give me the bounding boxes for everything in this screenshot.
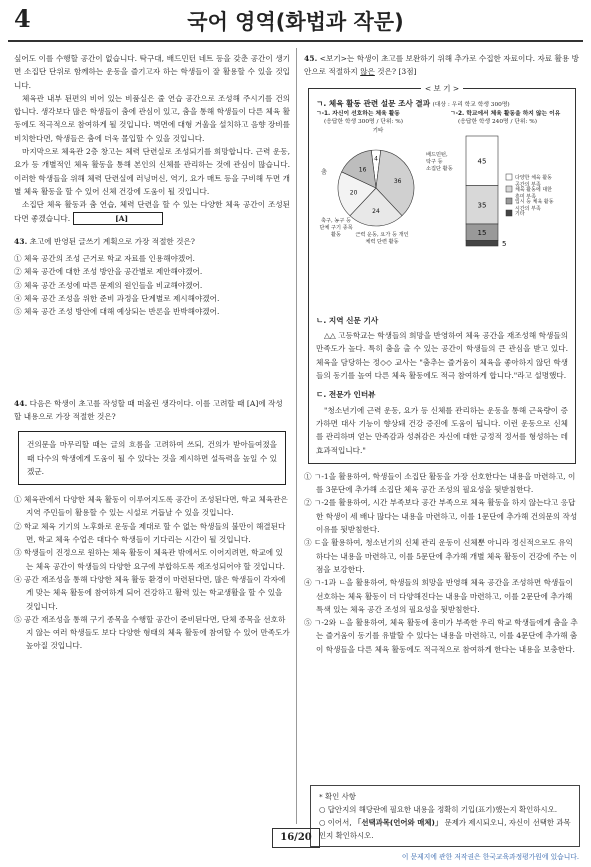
choice-item[interactable]: ⑤ ㄱ-2와 ㄴ을 활용하여, 체육 활동에 흥미가 부족한 우리 학교 학생들에게 춤을 추는 즐거움이 동기를 유발할 수 있다는 내용을 마련하고, 이를 4문단에 추가해 춤이 학생들을 다른 체육 활동에도 적극적으로 참여하게 한다는 내용을 보충한다. xyxy=(304,618,578,654)
choice-item[interactable]: ② ㄱ-2를 활용하여, 시간 부족보다 공간 부족으로 체육 활동을 하지 않는다고 응답한 학생이 세 배나 많다는 내용을 마련하고, 이를 1문단에 추가해 건의문의 작성 이유를 뒷받침한다. xyxy=(304,498,578,535)
chart1-sub: (응답한 학생 300명 / 단위: %) xyxy=(324,118,404,125)
pie-value-label: 36 xyxy=(393,177,402,185)
question-number: 43. xyxy=(14,236,28,246)
choice-item[interactable]: ③ 체육 공간 조성에 따른 문제의 원인들을 비교해야겠어. xyxy=(14,280,203,290)
legend-swatch xyxy=(506,198,512,204)
choice-item[interactable]: ⑤ 공간 재조성을 통해 구기 종목을 수행할 공간이 준비된다면, 단체 종목을 선호하지 않는 여러 학생들도 보다 다양한 형태의 체육 활동에 참여할 수 있어 만족도가 높아질 것입니다. xyxy=(14,614,290,651)
copyright-notice: 이 문제지에 관한 저작권은 한국교육과정평가원에 있습니다. xyxy=(401,853,579,861)
bar-value-label: 15 xyxy=(477,228,487,237)
pie-value-label: 20 xyxy=(349,189,358,197)
pie-value-label: 24 xyxy=(372,207,380,215)
blank-a-box: [A] xyxy=(73,212,163,225)
choice-item[interactable]: ① ㄱ-1을 활용하여, 학생들이 소집단 활동을 가장 선호한다는 내용을 마련하고, 이를 3문단에 추가해 소집단 체육 공간 조성의 필요성을 뒷받침한다. xyxy=(304,471,576,495)
right-column xyxy=(304,52,580,656)
check-bold: 「선택과목(언어와 매체)」 xyxy=(353,818,443,827)
thought-box: 건의문을 마무리할 때는 글의 흐름을 고려하여 쓰되, 건의가 받아들여졌을 때 다수의 학생에게 도움이 될 수 있다는 것을 제시하면 설득력을 높일 수 있겠군. xyxy=(18,431,286,485)
choice-item[interactable]: ④ 공간 재조성을 통해 다양한 체육 활동 환경이 마련된다면, 많은 학생들이 각자에게 맞는 체육 활동에 참여하게 되어 건강하고 활력 있는 학교생활을 할 수 있을 것입니다. xyxy=(14,574,286,611)
interview-title: ㄷ. 전문가 인터뷰 xyxy=(316,390,376,400)
check-item: ○ 답안지의 해당란에 필요한 내용을 정확히 기입(표기)했는지 확인하시오. xyxy=(319,805,558,814)
legend-label: 입시 등 체육 활동 시간의 부족 xyxy=(515,198,554,212)
survey-title: ㄱ. 체육 활동 관련 설문 조사 결과 xyxy=(316,98,431,108)
chart2-sub: (응답한 학생 240명 / 단위: %) xyxy=(458,118,538,125)
question-43 xyxy=(14,235,290,248)
news-title: ㄴ. 지역 신문 기사 xyxy=(316,315,379,325)
page-number: 4 xyxy=(14,4,31,33)
choices-45 xyxy=(304,470,580,656)
question-stem: 초고에 반영된 글쓰기 계획으로 가장 적절한 것은? xyxy=(29,236,195,246)
draft-paragraph: 싶어도 이를 수행할 공간이 없습니다. 탁구대, 배드민턴 네트 등을 갖춘 공간이 생기면 소집단 단위로 함께하는 운동을 즐기고자 하는 학생들이 잘 활용할 수 있을 것입니다. xyxy=(14,54,290,90)
choices-43 xyxy=(14,252,290,318)
chart2-title: ㄱ-2. 학교에서 체육 활동을 하지 않는 이유 xyxy=(450,110,561,117)
survey-charts-svg xyxy=(316,126,578,308)
check-box xyxy=(310,785,580,847)
legend-swatch xyxy=(506,174,512,180)
choice-item[interactable]: ① 체육관에서 다양한 체육 활동이 이루어지도록 공간이 조성된다면, 학교 체육관은 지역 주민들이 활용할 수 있는 시설로 거듭날 수 있을 것입니다. xyxy=(14,495,288,518)
pie-value-label: 16 xyxy=(358,166,367,174)
pie-category-label: 배드민턴, 탁구 등 소집단 활동 xyxy=(426,151,453,172)
survey-heading xyxy=(316,97,568,110)
bar-value-label: 35 xyxy=(477,201,487,210)
subject-title: 국어 영역(화법과 작문) xyxy=(187,10,404,34)
underlined-word: 않은 xyxy=(360,67,375,77)
pie-value-label: 4 xyxy=(374,155,378,163)
check-text: ○ 이어서, xyxy=(319,818,354,827)
pie-category-label: 기타 xyxy=(372,127,384,134)
choices-44 xyxy=(14,493,290,653)
news-body: △△ 고등학교는 학생들의 희망을 반영하여 체육 공간을 재조성해 학생들의 만족도가 높다. 특히 춤을 출 수 있는 공간이 학생들의 큰 관심을 받고 있다. 체육을 담당하는 정◇◇ 교사는 "춤추는 즐거움이 체육을 좋아하지 않던 학생들의 동기를 높여 다른 체육 활동에도 적극 참여하게 합니다."라고 설명했다. xyxy=(316,331,568,381)
question-44 xyxy=(14,397,290,424)
check-title: * 확인 사항 xyxy=(319,792,356,801)
draft-paragraph: 체육관 내부 된편의 비어 있는 비품실은 줄 연습 공간으로 조성해 주시기를 건의합니다. 생각보다 많은 학생들이 춤에 관심이 있고, 춤을 통해 학생들이 다른 체육 활동에도 적극적으로 참여하게 될 것입니다. 벽면에 대형 거울을 설치하고 음향 장비를 비치한다면, 학생들은 춤에 더욱 몰입할 수 있을 것입니다. xyxy=(14,93,290,143)
bogi-box xyxy=(308,83,576,464)
bogi-label: < 보 기 > xyxy=(421,84,463,93)
bar-value-label: 5 xyxy=(502,239,507,248)
choice-item[interactable]: ③ ㄷ을 활용하여, 청소년기의 신체 관리 운동이 신체뿐 아니라 정신적으로도 유익하다는 내용을 마련하고, 이를 5문단에 추가해 개별 체육 활동이 건강에 주는 이점을 보강한다. xyxy=(304,538,578,574)
header-rule xyxy=(8,40,583,42)
question-stem: 다음은 학생이 초고를 작성할 때 떠올린 생각이다. 이를 고려할 때 [A]에 작성할 내용으로 가장 적절한 것은? xyxy=(14,398,283,421)
choice-item[interactable]: ⑤ 체육 공간 조성 방안에 대해 예상되는 반론을 반박해야겠어. xyxy=(14,307,220,317)
question-number: 44. xyxy=(14,398,28,408)
left-column xyxy=(14,52,290,653)
choice-item[interactable]: ② 체육 공간에 대한 조성 방안을 공간별로 제안해야겠어. xyxy=(14,267,203,277)
legend-swatch xyxy=(506,186,512,192)
bar-value-label: 45 xyxy=(477,157,487,166)
draft-paragraph-text: 소집단 체육 활동과 춤 연습, 체력 단련을 할 수 있는 다양한 체육 공간이 조성된다면 좋겠습니다. xyxy=(14,200,290,223)
legend-label: 체육 활동에 대한 흥미 부족 xyxy=(515,186,552,200)
pie-category-label: 근력 운동, 요가 등 개인 체력 단련 활동 xyxy=(355,231,409,245)
choice-item[interactable]: ④ ㄱ-1과 ㄴ을 활용하여, 학생들의 희망을 반영해 체육 공간을 조성하면 학생들이 선호하는 체육 활동이 더 다양해진다는 내용을 마련하고, 이를 2문단에 추가해 특색 있는 체육 공간 조성의 필요성을 뒷받침한다. xyxy=(304,578,573,614)
pie-category-label: 축구, 농구 등 단체 구기 종목 활동 xyxy=(319,217,353,238)
charts-area xyxy=(316,110,568,310)
chart1-title: ㄱ-1. 자신이 선호하는 체육 활동 xyxy=(316,110,400,117)
choice-item[interactable]: ② 학교 체육 기기의 노후화로 운동을 제대로 할 수 없는 학생들의 불만이 해결된다면, 학교 체육 수업은 대다수 학생들이 기다리는 시간이 될 것입니다. xyxy=(14,521,286,545)
bar-segment xyxy=(466,240,498,246)
draft-paragraph-last xyxy=(14,198,290,225)
legend-label: 다양한 체육 활동 공간의 부족 xyxy=(515,174,552,188)
question-stem: <보기>는 학생이 초고를 보완하기 위해 추가로 수집한 자료이다. 자료 활용 방안으로 적절하지 xyxy=(304,54,579,77)
question-stem-end: 것은? [3점] xyxy=(374,67,417,77)
question-45 xyxy=(304,52,580,79)
pie-category-label: 춤 xyxy=(321,168,327,176)
check-item xyxy=(319,816,571,842)
survey-target: (대상 : 우리 학교 학생 300명) xyxy=(432,101,510,108)
column-divider xyxy=(296,48,297,824)
choice-item[interactable]: ④ 체육 공간 조성을 위한 준비 과정을 단계별로 제시해야겠어. xyxy=(14,294,220,304)
question-number: 45. xyxy=(304,54,318,63)
interview-body: "청소년기에 근력 운동, 요가 등 신체를 관리하는 운동을 통해 근육량이 증가하면 대사 기능이 향상돼 건강 증진에 도움이 됩니다. 이런 운동으로 신체를 관리하며 얻는 만족감과 성취감은 자신에 대한 긍정적 정서를 형성하는 데 효과적입니다." xyxy=(316,405,568,455)
draft-paragraph: 마지막으로 체육관 2층 창고는 체력 단련실로 조성되기를 희망합니다. 근력 운동, 요가 등 개별적인 체육 활동을 통해 본인의 신체를 관리하는 것에 관심이 많습니다. 이러한 학생들을 위해 체력 단련실에 러닝머신, 역기, 요가 매트 등을 구비해 두면 개별 체육 활동을 할 수 있어 신체 건강에 도움이 될 것입니다. xyxy=(14,147,290,196)
choice-item[interactable]: ③ 학생들이 진정으로 원하는 체육 활동이 체육관 밖에서도 이어지려면, 학교에 있는 체육 공간이 학생들의 다양한 요구에 부합하도록 재조성되어야 할 것입니다. xyxy=(14,548,285,571)
legend-swatch xyxy=(506,210,512,216)
choice-item[interactable]: ① 체육 공간의 조성 근거로 학교 자료를 인용해야겠어. xyxy=(14,254,195,264)
legend-label: 기타 xyxy=(515,210,525,217)
page-count: 16/20 xyxy=(272,828,320,848)
check-text: 문제가 제시되오니, 자신이 선택한 과목인지 확인하시오. xyxy=(319,818,571,840)
